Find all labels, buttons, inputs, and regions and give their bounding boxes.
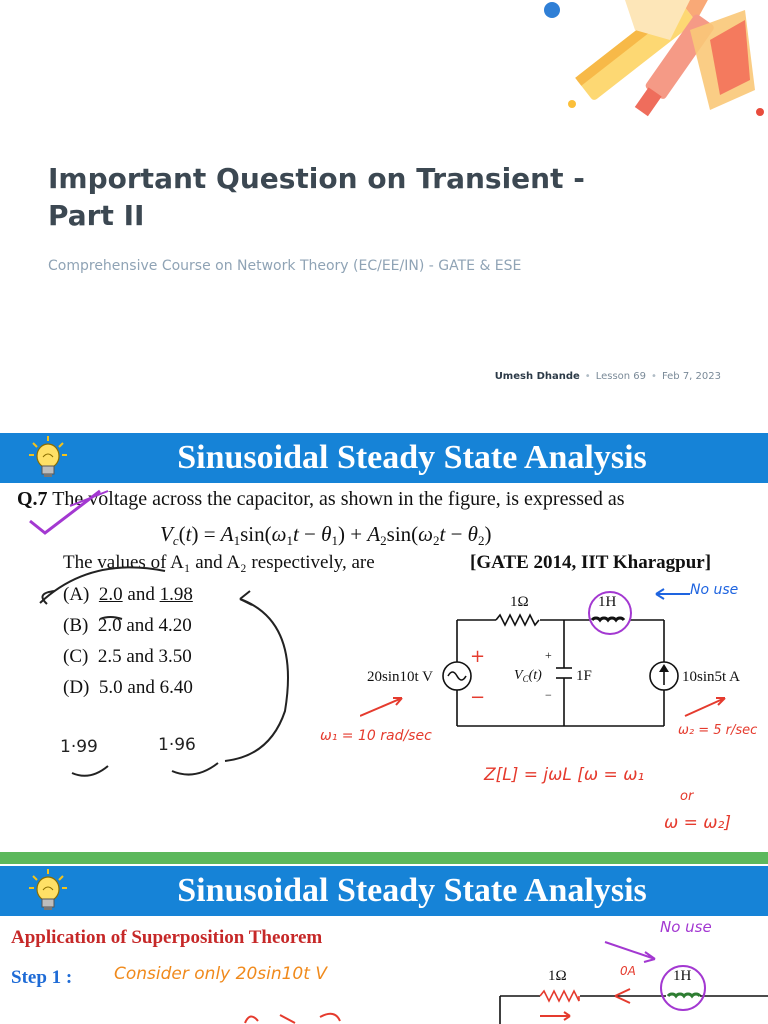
circuit-diagram-2: [490, 934, 768, 1024]
slide-1-title: Sinusoidal Steady State Analysis: [177, 439, 647, 476]
resistor-label-2: 1Ω: [548, 968, 567, 984]
step-note: Consider only 20sin10t V: [114, 964, 327, 984]
note-omega-eq: ω = ω₂]: [664, 813, 731, 833]
note-impedance: Z[L] = jωL [ω = ω₁: [484, 765, 645, 785]
note-omega-1: ω₁ = 10 rad/sec: [320, 728, 432, 744]
slide-2: [0, 864, 768, 1024]
svg-text:−: −: [470, 687, 486, 708]
handwritten-value-2: 1·96: [158, 735, 196, 755]
step-label: Step 1 :: [11, 967, 73, 988]
current-source-label: 10sin5t A: [682, 669, 740, 685]
note-omega-2: ω₂ = 5 r/sec: [678, 723, 758, 738]
svg-text:Vc(t) = A1sin(ω1t − θ1) + A2si: Vc(t) = A1sin(ω1t − θ1) + A2sin(ω2t − θ2): [160, 522, 492, 548]
option-d[interactable]: (D) 5.0 and 6.40: [63, 677, 193, 698]
question-number: Q.7: [17, 488, 48, 510]
page-title: [48, 160, 608, 234]
stationery-illustration: [540, 0, 768, 130]
superposition-heading: Application of Superposition Theorem: [11, 927, 323, 948]
lesson-meta: Umesh Dhande • Lesson 69 • Feb 7, 2023: [494, 371, 721, 382]
note-no-use-2: No use: [660, 918, 712, 936]
slide-separator: [0, 852, 768, 864]
slide-2-title: Sinusoidal Steady State Analysis: [177, 872, 647, 909]
voltage-source-label: 20sin10t V: [367, 669, 433, 685]
lesson-date: Feb 7, 2023: [661, 371, 721, 382]
course-subtitle[interactable]: Comprehensive Course on Network Theory (EC/EE/IN) - GATE & ESE: [48, 258, 522, 274]
slide-1: [0, 431, 768, 852]
inductor-label-2: 1H: [673, 968, 692, 984]
capacitor-label: 1F: [576, 668, 592, 684]
note-no-use: No use: [690, 582, 739, 598]
circuit-diagram: [360, 586, 768, 736]
author-name[interactable]: Umesh Dhande: [494, 371, 580, 382]
question-text: The voltage across the capacitor, as shown in the figure, is expressed as: [52, 488, 625, 510]
title-line-2: Part II: [48, 199, 145, 232]
svg-text:−: −: [545, 688, 552, 702]
resistor-label: 1Ω: [510, 594, 529, 610]
exam-source: [GATE 2014, IIT Kharagpur]: [470, 552, 712, 573]
lesson-number: Lesson 69: [595, 371, 647, 382]
partial-handwriting: [240, 1009, 360, 1024]
svg-text:+: +: [545, 648, 552, 662]
option-c[interactable]: (C) 2.5 and 3.50: [63, 646, 192, 667]
current-note: 0A: [620, 964, 636, 978]
inductor-label: 1H: [598, 594, 617, 610]
title-line-1: Important Question on Transient -: [48, 162, 585, 195]
note-or: or: [680, 789, 694, 804]
svg-text:+: +: [470, 646, 486, 667]
annotation-strokes: [0, 481, 300, 811]
option-b[interactable]: (B) 2.0 and 4.20: [63, 615, 192, 636]
values-text: The values of A₁ and A₂ respectively, are: [63, 552, 375, 573]
vc-label: $V_C(t)$: [514, 668, 542, 684]
handwritten-value-1: 1·99: [60, 737, 98, 757]
option-a[interactable]: (A) 2.0 and 1.98: [63, 584, 193, 605]
